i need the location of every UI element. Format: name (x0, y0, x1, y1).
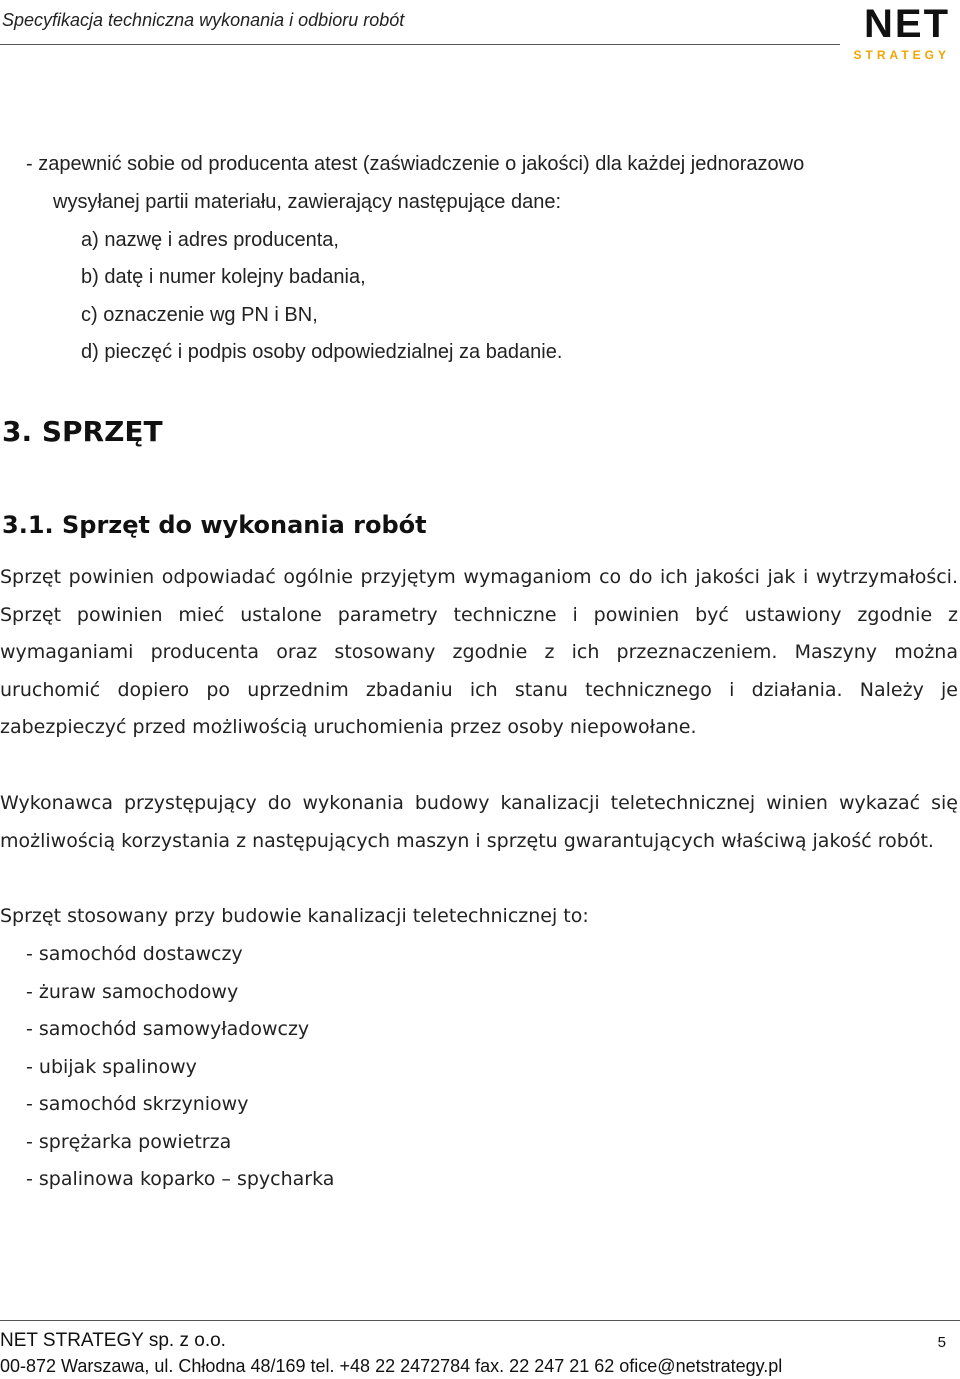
list-item: - samochód skrzyniowy (26, 1093, 249, 1115)
list-item: - sprężarka powietrza (26, 1131, 232, 1153)
footer-address: 00-872 Warszawa, ul. Chłodna 48/169 tel. +48 22 2472784 fax. 22 247 21 62 ofice@netstrategy.pl (0, 1356, 783, 1376)
list-item: - żuraw samochodowy (26, 981, 239, 1003)
intro-item-c: c) oznaczenie wg PN i BN, (81, 304, 318, 326)
section-heading: 3. SPRZĘT (2, 415, 163, 448)
intro-item-d: d) pieczęć i podpis osoby odpowiedzialnej za badanie. (81, 341, 563, 363)
intro-item-a: a) nazwę i adres producenta, (81, 229, 339, 251)
list-item: - samochód dostawczy (26, 943, 243, 965)
list-item: - samochód samowyładowczy (26, 1018, 310, 1040)
list-item: - ubijak spalinowy (26, 1056, 197, 1078)
intro-line-1: - zapewnić sobie od producenta atest (zaświadczenie o jakości) dla każdej jednorazowo (26, 153, 805, 175)
logo-strategy-text: STRATEGY (853, 48, 950, 62)
paragraph-equipment-list-intro: Sprzęt stosowany przy budowie kanalizacji teletechnicznej to: (0, 905, 589, 927)
section-subheading: 3.1. Sprzęt do wykonania robót (2, 511, 427, 539)
document-title: Specyfikacja techniczna wykonania i odbioru robót (2, 10, 405, 30)
page-number: 5 (937, 1334, 946, 1351)
header-divider (0, 44, 840, 45)
paragraph-contractor: Wykonawca przystępujący do wykonania budowy kanalizacji teletechnicznej winien wykazać się możliwością korzystania z następujących maszyn i sprzętu gwarantujących właściwą jakość robót. (0, 792, 958, 852)
paragraph-equipment-requirements: Sprzęt powinien odpowiadać ogólnie przyjętym wymaganiom co do ich jakości jak i wytrzymałości. Sprzęt powinien mieć ustalone parametry techniczne i powinien być ustawiony zgodnie z wymaganiami producenta oraz stosowany zgodnie z ich przeznaczeniem. Maszyny można uruchomić dopiero po uprzednim zbadaniu ich stanu technicznego i działania. Należy je zabezpieczyć przed możliwością uruchomienia przez osoby niepowołane. (0, 566, 958, 739)
intro-item-b: b) datę i numer kolejny badania, (81, 266, 366, 288)
footer-company: NET STRATEGY sp. z o.o. (0, 1330, 226, 1351)
company-logo (840, 4, 950, 64)
intro-line-2: wysyłanej partii materiału, zawierający następujące dane: (53, 191, 562, 213)
footer-divider (0, 1320, 960, 1321)
logo-net-text: NET (864, 2, 950, 46)
list-item: - spalinowa koparko – spycharka (26, 1168, 335, 1190)
